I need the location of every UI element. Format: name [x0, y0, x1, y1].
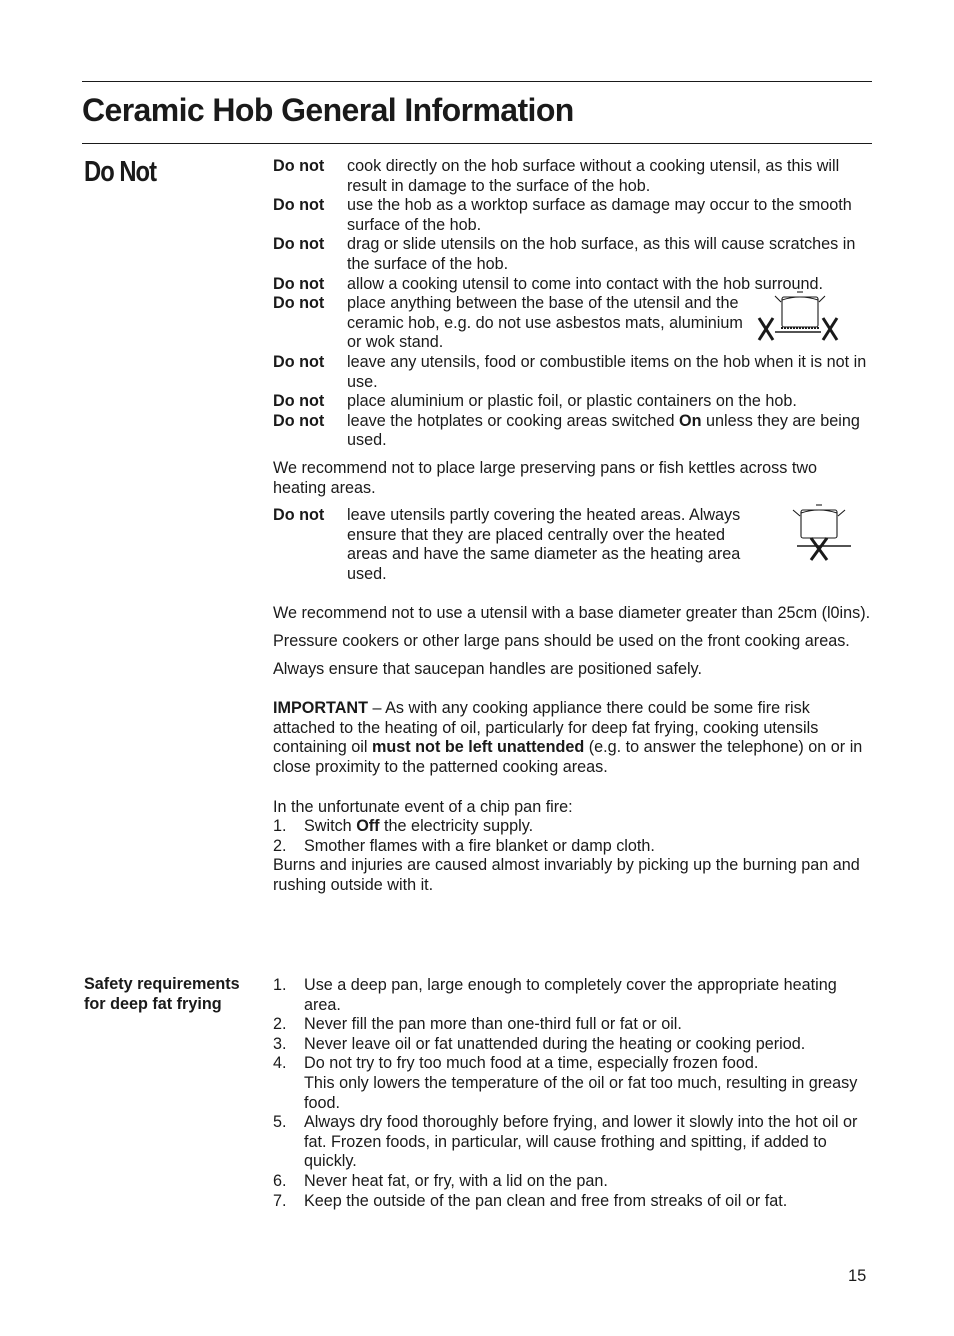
do-not-label: Do not — [273, 157, 325, 175]
text-segment: Do not try to fry too much food at a time, especially frozen food. — [304, 1054, 759, 1073]
bold-segment: On — [679, 411, 702, 430]
list-number: 5. — [273, 1113, 287, 1132]
list-text — [304, 1054, 873, 1113]
do-not-text — [347, 412, 873, 451]
do-not-label: Do not — [273, 392, 325, 411]
text-segment: – As with any cooking appliance there could be some fire risk attached to the heating of oil, particularly for deep fat frying, cooking utensils containing oil — [273, 699, 819, 757]
do-not-text: place aluminium or plastic foil, or plastic containers on the hob. — [347, 392, 797, 411]
safety-heading: Safety requirements for deep fat frying — [84, 975, 240, 1013]
list-number: 7. — [273, 1191, 287, 1210]
important-paragraph — [273, 699, 873, 777]
top-rule — [82, 81, 872, 82]
fire-intro: In the unfortunate event of a chip pan fire: — [273, 797, 573, 816]
list-item — [273, 1015, 873, 1035]
list-item — [273, 1192, 873, 1212]
list-text — [304, 817, 873, 837]
list-number: 6. — [273, 1171, 287, 1190]
page-title: Ceramic Hob General Information — [82, 92, 574, 128]
do-not-text-content: leave utensils partly covering the heated areas. Always ensure that they are placed centrally over the heated areas and have the same diameter as the heating area used. — [347, 506, 741, 583]
do-not-item — [273, 392, 873, 412]
fire-outro: Burns and injuries are caused almost invariably by picking up the burning pan and rushing outside with it. — [273, 856, 860, 894]
do-not-text — [347, 294, 873, 353]
list-item — [273, 1172, 873, 1192]
fire-steps — [273, 817, 873, 856]
do-not-text: cook directly on the hob surface without a cooking utensil, as this will result in damage to the surface of the hob. — [347, 157, 840, 195]
list-text: Always dry food thoroughly before frying, and lower it slowly into the hot oil or fat. Frozen foods, in particular, will cause frothing and spitting, if added to quickly. — [304, 1113, 858, 1171]
handles-paragraph: Always ensure that saucepan handles are positioned safely. — [273, 659, 702, 678]
list-item — [273, 837, 873, 857]
text-segment: Switch — [304, 817, 357, 836]
list-text: Use a deep pan, large enough to completely cover the appropriate heating area. — [304, 976, 837, 1014]
pan-on-stand-crossed-icon — [757, 288, 843, 344]
do-not-text: use the hob as a worktop surface as damage may occur to the smooth surface of the hob. — [347, 196, 852, 234]
do-not-label: Do not — [273, 352, 325, 371]
list-number: 1. — [273, 976, 287, 994]
do-not-text: drag or slide utensils on the hob surface, as this will cause scratches in the surface of the hob. — [347, 235, 856, 273]
list-item — [273, 1035, 873, 1055]
do-not-text-content: place anything between the base of the utensil and the ceramic hob, e.g. do not use asbestos mats, aluminium or wok stand. — [347, 294, 743, 352]
text-segment: the electricity supply. — [379, 817, 534, 836]
safety-list — [273, 976, 873, 1211]
pan-off-center-crossed-icon — [787, 500, 857, 568]
title-rule — [82, 143, 872, 144]
do-not-item — [273, 157, 873, 196]
text-segment: (e.g. to answer the telephone) on or in close proximity to the patterned cooking areas. — [273, 738, 863, 777]
recommend-paragraph: We recommend not to use a utensil with a base diameter greater than 25cm (l0ins). — [273, 604, 871, 623]
do-not-text — [347, 506, 873, 584]
do-not-item — [273, 235, 873, 274]
do-not-label: Do not — [273, 274, 325, 293]
list-item — [273, 817, 873, 837]
list-number: 4. — [273, 1054, 287, 1073]
bold-segment: must not be left unattended — [372, 738, 585, 757]
bold-segment: Off — [356, 817, 380, 836]
list-text: Smother flames with a fire blanket or damp cloth. — [304, 836, 655, 855]
do-not-label: Do not — [273, 235, 325, 254]
do-not-item-partial — [273, 506, 873, 584]
list-text: Keep the outside of the pan clean and free from streaks of oil or fat. — [304, 1191, 788, 1210]
list-number: 1. — [273, 817, 287, 836]
text-segment: This only lowers the temperature of the oil or fat too much, resulting in greasy food. — [304, 1073, 858, 1112]
do-not-item — [273, 412, 873, 451]
list-item — [273, 1113, 873, 1172]
list-text: Never leave oil or fat unattended during the heating or cooking period. — [304, 1034, 806, 1053]
do-not-label: Do not — [273, 294, 325, 313]
section-heading-do-not: Do Not — [84, 156, 157, 188]
important-label: IMPORTANT — [273, 699, 369, 718]
do-not-label: Do not — [273, 196, 325, 215]
list-item — [273, 1054, 873, 1113]
do-not-label: Do not — [273, 411, 325, 430]
do-not-label: Do not — [273, 506, 325, 525]
list-number: 2. — [273, 1015, 287, 1034]
do-not-item — [273, 353, 873, 392]
main-content — [273, 157, 873, 896]
do-not-text: allow a cooking utensil to come into contact with the hob surround. — [347, 274, 824, 293]
list-text: Never heat fat, or fry, with a lid on the pan. — [304, 1171, 608, 1190]
list-text: Never fill the pan more than one-third full or fat or oil. — [304, 1015, 682, 1034]
recommend-paragraph: We recommend not to place large preserving pans or fish kettles across two heating areas. — [273, 458, 818, 497]
text-segment: leave the hotplates or cooking areas switched — [347, 411, 680, 430]
do-not-text: leave any utensils, food or combustible items on the hob when it is not in use. — [347, 352, 867, 391]
do-not-item — [273, 196, 873, 235]
do-not-item — [273, 294, 873, 353]
list-number: 3. — [273, 1034, 287, 1053]
text-segment: unless they are being used. — [347, 411, 860, 450]
list-number: 2. — [273, 836, 287, 855]
page-number: 15 — [848, 1267, 867, 1285]
pressure-cookers-paragraph: Pressure cookers or other large pans should be used on the front cooking areas. — [273, 632, 850, 651]
list-item — [273, 976, 873, 1015]
